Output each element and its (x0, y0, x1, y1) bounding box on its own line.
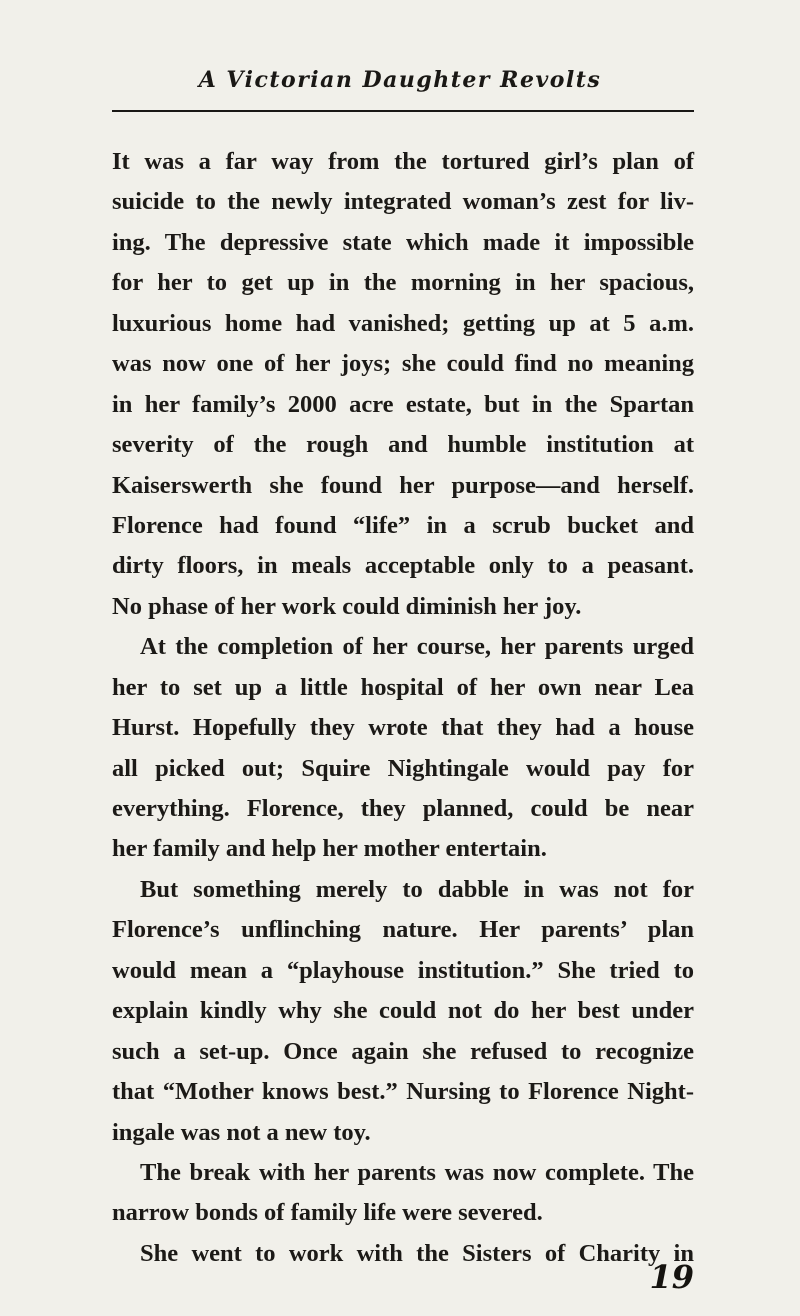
body-text (112, 142, 694, 1274)
text-line: dirty floors, in meals acceptable only to a peasant. (112, 552, 694, 580)
text-line: severity of the rough and humble institution at (112, 431, 694, 459)
text-line: her to set up a little hospital of her own near Lea (112, 673, 694, 701)
text-line: her family and help her mother entertain. (112, 835, 547, 863)
text-line: all picked out; Squire Nightingale would pay for (112, 754, 694, 782)
page-number: 19 (649, 1258, 694, 1296)
text-line: ingale was not a new toy. (112, 1118, 371, 1146)
header-rule (112, 110, 694, 112)
text-line: She went to work with the Sisters of Charity in (140, 1239, 694, 1267)
text-line: narrow bonds of family life were severed. (112, 1199, 543, 1227)
text-line: It was a far way from the tortured girl’s plan of (112, 148, 694, 175)
text-line: everything. Florence, they planned, could be near (112, 795, 694, 822)
text-line: that “Mother knows best.” Nursing to Florence Night- (112, 1078, 694, 1106)
text-line: No phase of her work could diminish her joy. (112, 592, 582, 620)
text-line: suicide to the newly integrated woman’s zest for liv- (112, 188, 694, 216)
text-line: Kaiserswerth she found her purpose—and herself. (112, 471, 694, 499)
text-line: At the completion of her course, her parents urged (140, 633, 694, 661)
text-line: Florence’s unflinching nature. Her parents’ plan (112, 916, 694, 944)
text-line: Hurst. Hopefully they wrote that they had a house (112, 714, 694, 742)
text-line: explain kindly why she could not do her best under (112, 997, 694, 1025)
text-line: was now one of her joys; she could find no meaning (112, 350, 694, 378)
text-line: But something merely to dabble in was not for (140, 875, 694, 903)
text-line: such a set-up. Once again she refused to recognize (112, 1037, 694, 1065)
text-line: for her to get up in the morning in her spacious, (112, 269, 694, 297)
running-head: A Victorian Daughter Revolts (198, 67, 602, 93)
text-line: Florence had found “life” in a scrub bucket and (112, 511, 694, 539)
text-line: luxurious home had vanished; getting up at 5 a.m. (112, 309, 694, 337)
text-line: The break with her parents was now complete. The (140, 1158, 694, 1186)
text-line: ing. The depressive state which made it impossible (112, 228, 694, 256)
text-line: in her family’s 2000 acre estate, but in the Spartan (112, 390, 694, 418)
text-line: would mean a “playhouse institution.” She tried to (112, 956, 694, 984)
